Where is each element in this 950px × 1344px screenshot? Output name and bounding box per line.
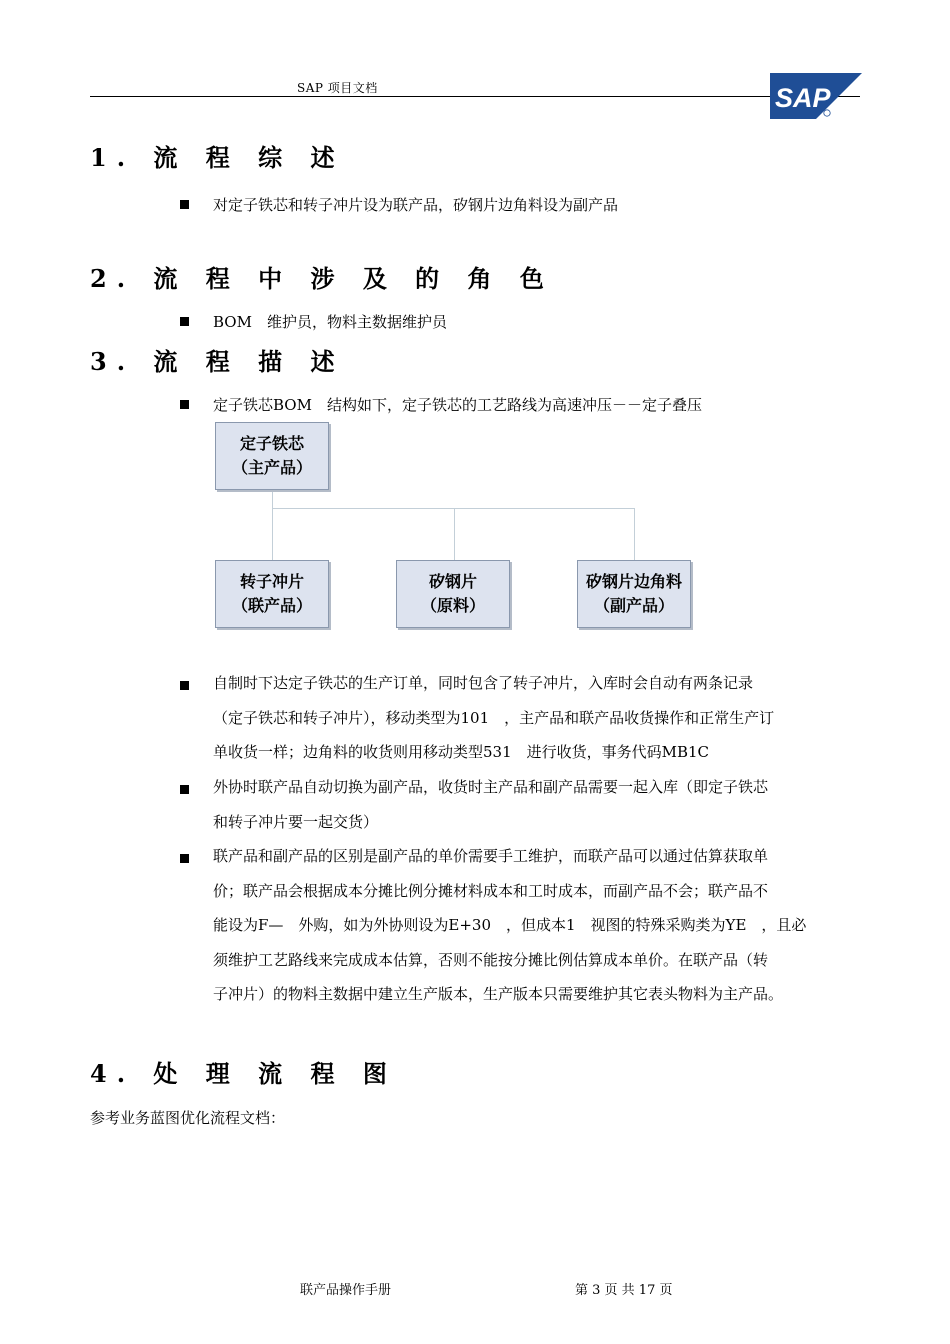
bom-node-child (577, 560, 691, 628)
bom-node-type: （原料） (420, 596, 485, 615)
bullet-icon (180, 196, 194, 212)
sap-logo-text: SAP (775, 83, 831, 113)
s1-bullet-text: 对定子铁芯和转子冲片设为联产品，矽钢片边角料设为副产品 (213, 196, 619, 214)
bom-node-type: （副产品） (593, 596, 674, 615)
bom-node-root (215, 422, 329, 490)
paragraph-line: 和转子冲片要一起交货） (213, 812, 379, 831)
bom-node-type: （主产品） (231, 458, 312, 477)
s2-bullet-text: BOM 维护员，物料主数据维护员 (213, 313, 447, 331)
bom-node-name: 矽钢片 (428, 572, 477, 591)
bom-node-child (215, 560, 329, 628)
bom-node-type: （联产品） (231, 596, 312, 615)
bom-node-name: 转子冲片 (239, 572, 304, 591)
connector-line (272, 490, 273, 560)
bullet-icon (180, 850, 194, 866)
bom-node-child (396, 560, 510, 628)
footer-page-number: 第 3 页 共 17 页 (575, 1283, 673, 1298)
paragraph-line: 价；联产品会根据成本分摊比例分摊材料成本和工时成本，而副产品不会；联产品不 (213, 881, 769, 900)
section-4-title: 4. 处 理 流 程 图 (90, 1059, 397, 1088)
paragraph-line: 外协时联产品自动切换为副产品，收货时主产品和副产品需要一起入库（即定子铁芯 (213, 778, 769, 796)
bullet-icon (180, 396, 194, 412)
paragraph-line: 子冲片）的物料主数据中建立生产版本，生产版本只需要维护其它表头物料为主产品。 (213, 985, 784, 1004)
section-1-title: 1. 流 程 综 述 (90, 143, 345, 172)
bom-node-name: 定子铁芯 (239, 434, 304, 453)
connector-line (634, 508, 635, 560)
s4-text: 参考业务蓝图优化流程文档： (90, 1109, 286, 1127)
connector-line (454, 508, 455, 560)
bullet-icon (180, 781, 194, 797)
paragraph-line: 须维护工艺路线来完成成本估算，否则不能按分摊比例估算成本单价。在联产品（转 (213, 950, 769, 969)
s3-bullet-intro: 定子铁芯BOM 结构如下，定子铁芯的工艺路线为高速冲压－－定子叠压 (213, 396, 702, 414)
bullet-icon (180, 313, 194, 329)
paragraph-line: 能设为F— 外购，如为外协则设为E+30 ，但成本1 视图的特殊采购类为YE ，且必 (213, 916, 807, 935)
paragraph-line: 自制时下达定子铁芯的生产订单，同时包含了转子冲片，入库时会自动有两条记录 (213, 674, 754, 692)
section-3-title: 3. 流 程 描 述 (90, 347, 345, 376)
paragraph-line: 单收货一样；边角料的收货则用移动类型531 进行收货，事务代码MB1C (213, 743, 710, 762)
s3-bullet-outsource (213, 770, 873, 839)
sap-logo-icon (770, 73, 862, 119)
s3-bullet-make (213, 666, 873, 770)
s3-bullet-difference (213, 839, 873, 1012)
header-title: SAP 项目文档 (297, 81, 378, 95)
bom-node-name: 矽钢片边角料 (585, 572, 682, 591)
paragraph-line: 联产品和副产品的区别是副产品的单价需要手工维护，而联产品可以通过估算获取单 (213, 847, 769, 865)
footer-doc-title: 联产品操作手册 (300, 1283, 392, 1298)
section-2-title: 2. 流 程 中 涉 及 的 角 色 (90, 264, 554, 293)
header-rule (90, 96, 860, 97)
bullet-icon (180, 677, 194, 693)
paragraph-line: （定子铁芯和转子冲片），移动类型为101 ，主产品和联产品收货操作和正常生产订 (213, 708, 775, 727)
